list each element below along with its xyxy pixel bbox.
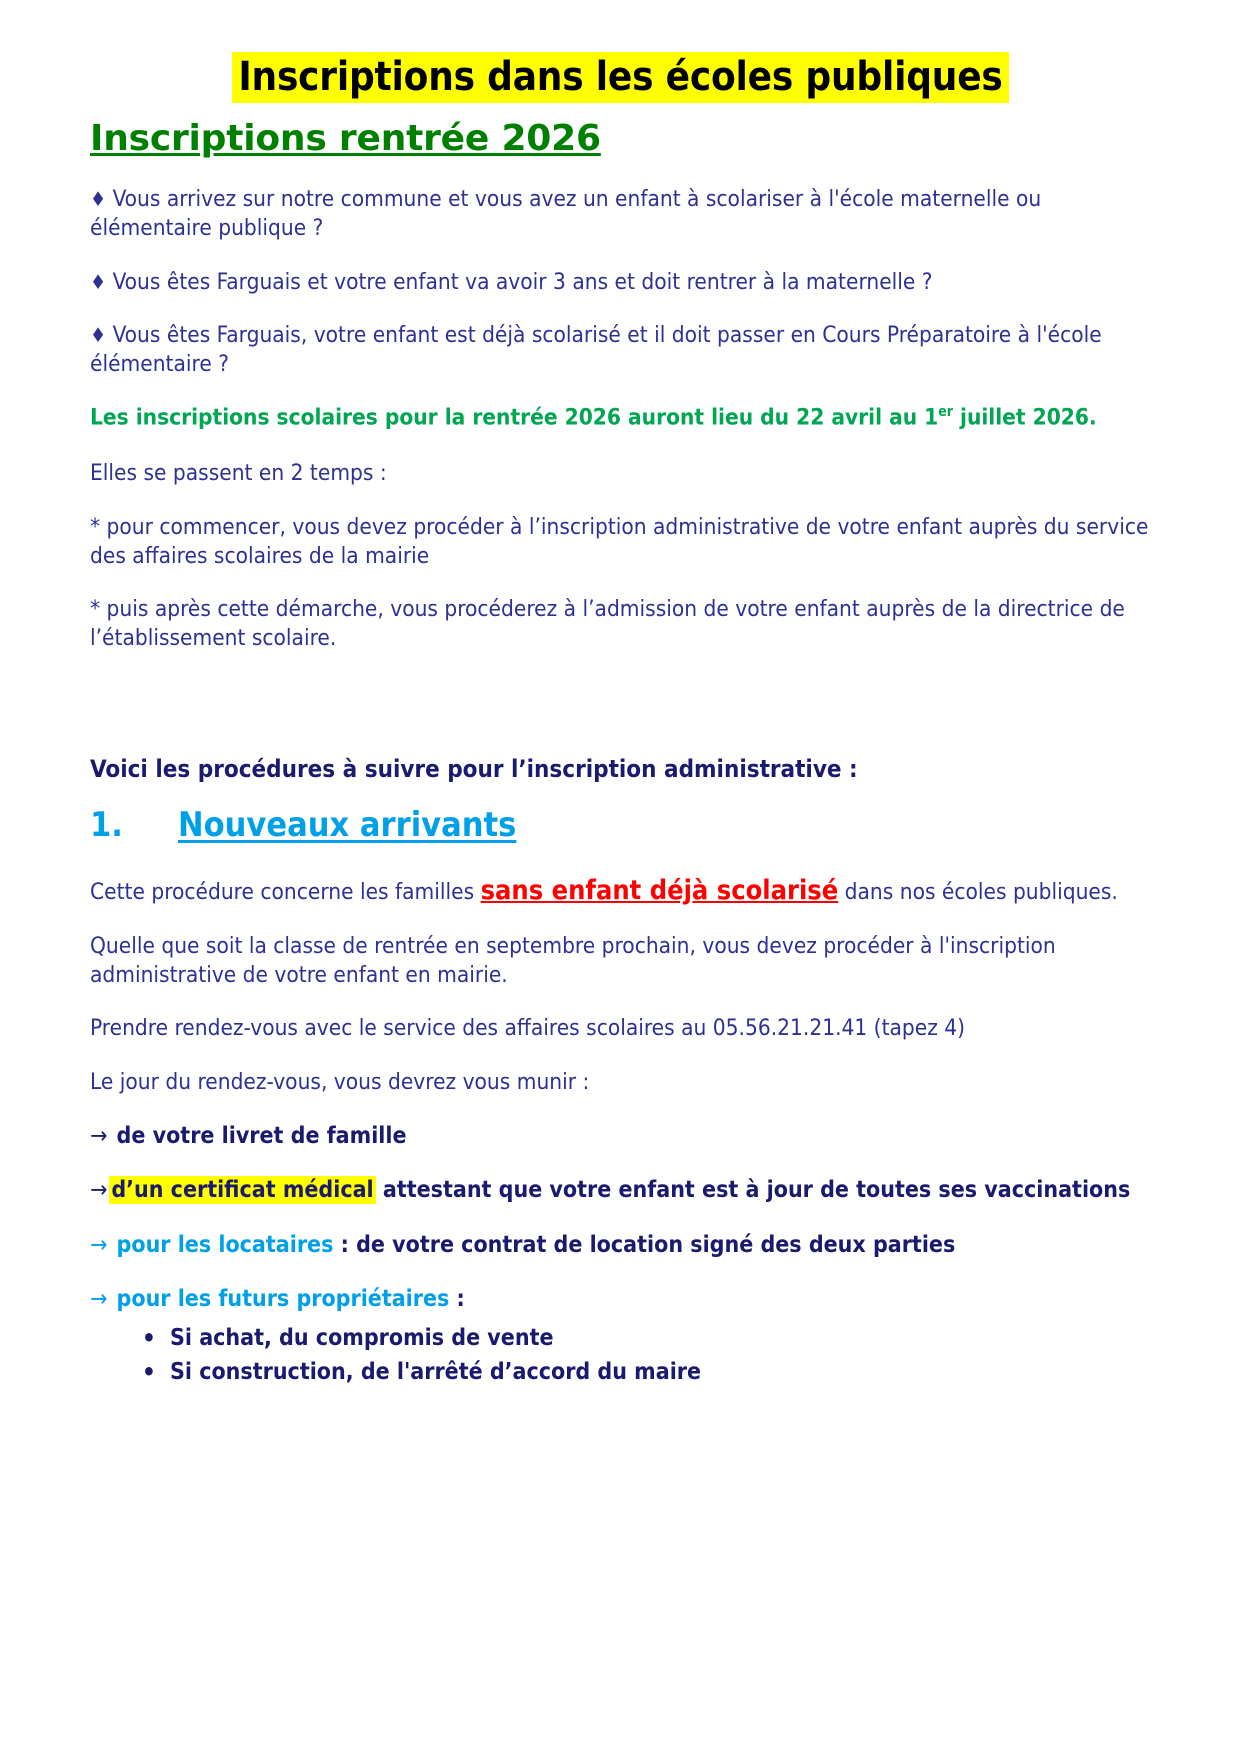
requirement-item-1-text: de votre livret de famille — [116, 1122, 407, 1149]
subsection-heading-nouveaux-arrivants — [90, 805, 1151, 845]
intro-bullet-2-text: Vous êtes Farguais et votre enfant va avoir 3 ans et doit rentrer à la maternelle ? — [112, 268, 933, 295]
procedure-paragraph-2: Quelle que soit la classe de rentrée en septembre prochain, vous devez procéder à l'inscription administrative de votre enfant en mairie. — [90, 932, 1056, 989]
procedure-emphasis: sans enfant déjà scolarisé — [480, 874, 839, 906]
steps-lead: Elles se passent en 2 temps : — [90, 460, 387, 487]
step-2: * puis après cette démarche, vous procéderez à l’admission de votre enfant auprès de la directrice de l’établissement scolaire. — [90, 596, 1125, 652]
requirement-item-2-highlight: d’un certificat médical — [111, 1177, 374, 1204]
intro-bullet-3-text: Vous êtes Farguais, votre enfant est déjà scolarisé et il doit passer en Cours Préparatoire à l'école élémentaire ? — [90, 321, 1102, 377]
subsection-number: 1. — [90, 804, 123, 845]
requirement-sub-list — [90, 1322, 1151, 1389]
procedure-paragraph-1-before: Cette procédure concerne les familles — [90, 878, 481, 905]
procedure-paragraph-1 — [90, 873, 1151, 908]
requirement-item-3 — [90, 1230, 1151, 1260]
subsection-title: Nouveaux arrivants — [178, 804, 517, 845]
requirement-item-4-text: : — [449, 1286, 465, 1313]
intro-bullet-3 — [90, 321, 1151, 380]
procedure-paragraph-4: Le jour du rendez-vous, vous devrez vous munir : — [90, 1068, 590, 1095]
step-1: * pour commencer, vous devez procéder à l’inscription administrative de votre enfant auprès du service des affaires scolaires de la mairie — [90, 513, 1149, 569]
procedure-paragraph-1-after: dans nos écoles publiques. — [838, 878, 1118, 905]
date-notice-part2: juillet 2026. — [952, 404, 1097, 431]
date-notice — [90, 403, 1151, 433]
date-notice-superscript: er — [938, 404, 953, 421]
arrow-right-icon: → — [90, 1231, 108, 1258]
requirement-item-1 — [90, 1121, 1151, 1151]
intro-bullet-2 — [90, 268, 1151, 297]
procedures-lead: Voici les procédures à suivre pour l’inscription administrative : — [90, 754, 858, 783]
intro-bullet-1 — [90, 185, 1151, 244]
section-heading-inscriptions-rentree: Inscriptions rentrée 2026 — [90, 118, 601, 159]
diamond-bullet-icon: ♦ — [90, 322, 107, 347]
arrow-right-icon: → — [90, 1122, 108, 1149]
list-item: • Si achat, du compromis de vente — [136, 1322, 1151, 1355]
diamond-bullet-icon: ♦ — [90, 187, 107, 211]
procedure-paragraph-3: Prendre rendez-vous avec le service des affaires scolaires au 05.56.21.21.41 (tapez 4) — [90, 1015, 966, 1042]
requirement-item-3-text: : de votre contrat de location signé des deux parties — [333, 1231, 956, 1258]
requirement-item-4 — [90, 1284, 1151, 1314]
date-notice-part1: Les inscriptions scolaires pour la rentrée 2026 auront lieu du 22 avril au 1 — [90, 404, 939, 431]
requirement-item-2 — [90, 1175, 1151, 1205]
diamond-bullet-icon: ♦ — [90, 269, 107, 294]
requirement-item-4-label: pour les futurs propriétaires — [116, 1286, 450, 1313]
arrow-right-icon: → — [90, 1286, 108, 1313]
page-title — [90, 52, 1151, 102]
arrow-right-icon: → — [90, 1177, 108, 1204]
list-item: • Si construction, de l'arrêté d’accord du maire — [136, 1356, 1151, 1389]
page-title-text: Inscriptions dans les écoles publiques — [232, 52, 1008, 103]
intro-bullet-1-text: Vous arrivez sur notre commune et vous avez un enfant à scolariser à l'école maternelle ou élémentaire publique ? — [90, 186, 1042, 242]
requirement-item-3-label: pour les locataires — [116, 1231, 334, 1258]
section-spacer — [90, 678, 1151, 754]
requirement-item-2-text: attestant que votre enfant est à jour de toutes ses vaccinations — [375, 1177, 1131, 1204]
